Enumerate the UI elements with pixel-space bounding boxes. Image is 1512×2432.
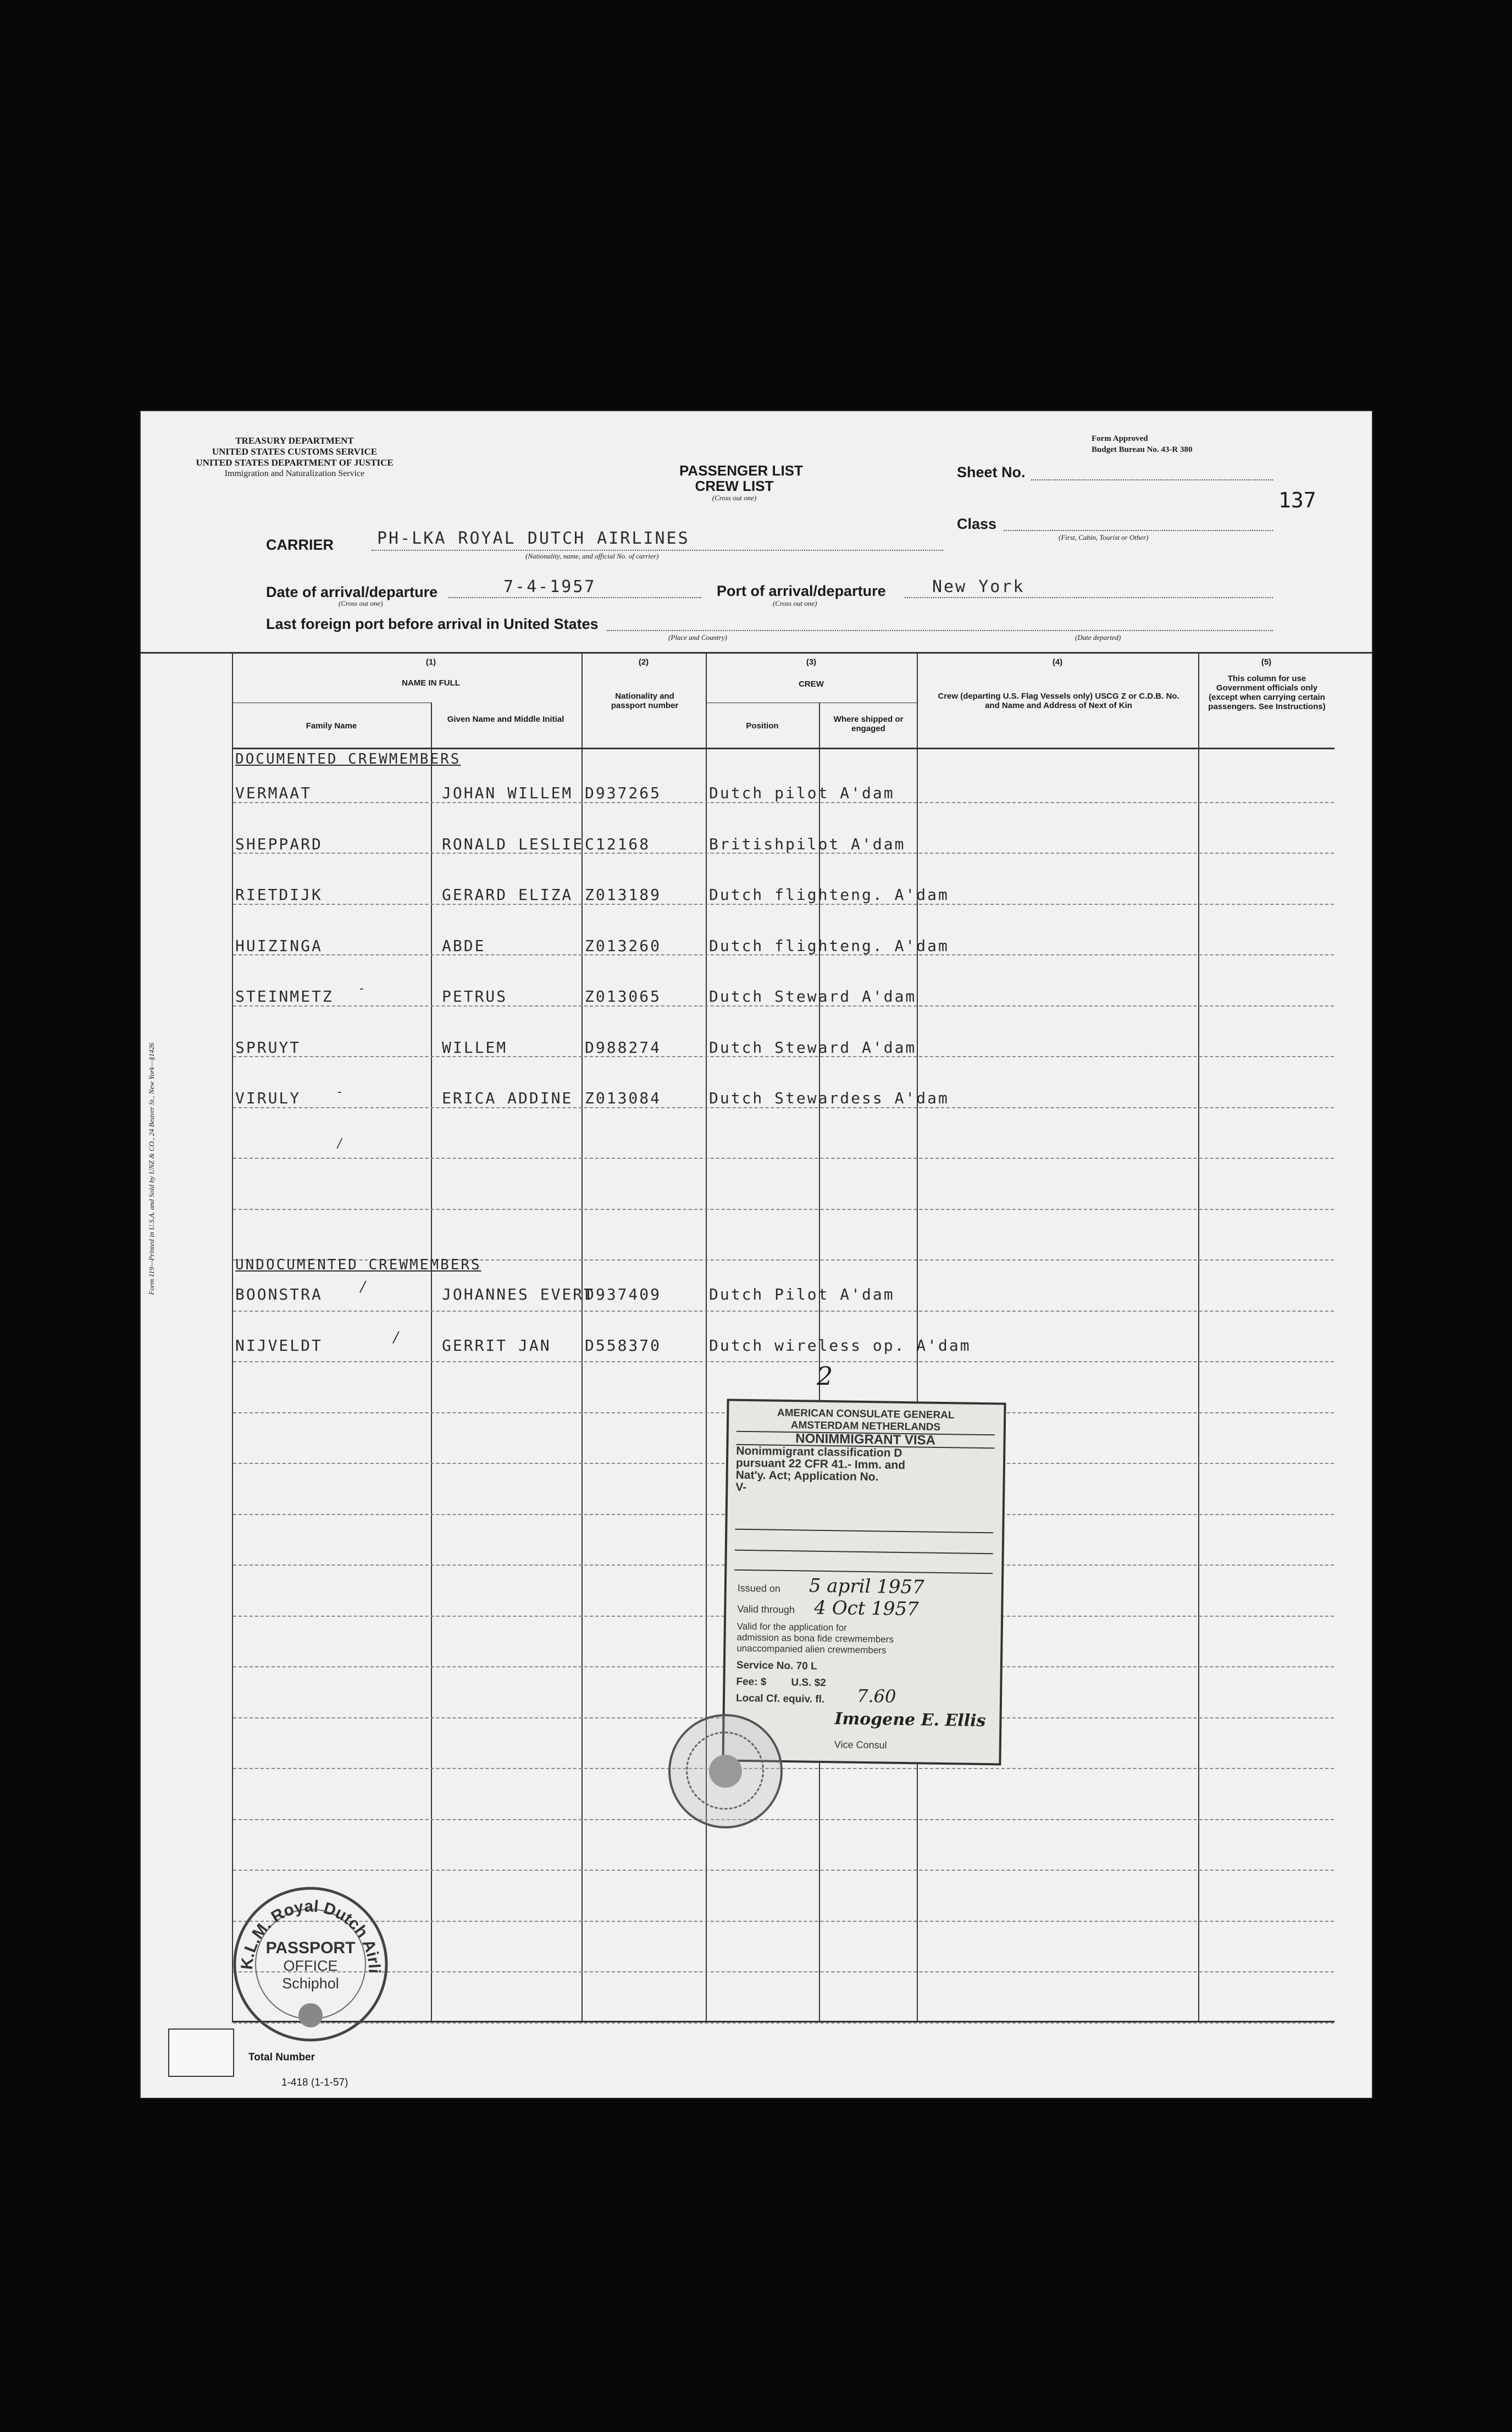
consulate-note: admission as bona fide crewmembers (736, 1632, 894, 1645)
col1-title: NAME IN FULL (402, 678, 460, 688)
col3-position: Position (746, 721, 779, 731)
row-rule (233, 1158, 1334, 1159)
row-rule (233, 1971, 1334, 1972)
col3-where: Where shipped or engaged (833, 715, 904, 733)
crew-passport: D937265 (585, 784, 662, 802)
crew-given-name: WILLEM (442, 1038, 508, 1057)
port-label: Port of arrival/departure (717, 583, 886, 599)
date-departed-hint: (Date departed) (1075, 633, 1121, 642)
form-approved-line: Form Approved (1092, 434, 1148, 443)
klm-passport-stamp (231, 1884, 390, 2044)
sheet-number: 137 (1278, 488, 1316, 512)
crew-passport: Z013065 (585, 987, 662, 1005)
crew-passport: Z013189 (585, 886, 662, 904)
consulate-seal (668, 1714, 783, 1828)
col1-family: Family Name (306, 721, 357, 731)
crew-given-name: ABDE (442, 936, 486, 955)
valid-value: 4 Oct 1957 (814, 1596, 919, 1621)
last-port-label: Last foreign port before arrival in United States (266, 616, 599, 632)
local-label: Local Cf. equiv. fl. (735, 1692, 825, 1706)
section-undocumented: UNDOCUMENTED CREWMEMBERS (235, 1257, 481, 1273)
fee-value: U.S. $2 (791, 1677, 826, 1689)
col3-title: CREW (799, 679, 824, 689)
form-approved-line: Budget Bureau No. 43-R 380 (1092, 445, 1193, 454)
crew-given-name: ERICA ADDINE (442, 1089, 573, 1107)
crew-list-form (141, 411, 1372, 2098)
crew-given-name: GERRIT JAN (442, 1336, 551, 1355)
crew-position: Dutch pilot A'dam (709, 784, 895, 802)
crew-passport: D988274 (585, 1038, 662, 1057)
col2-num: (2) (638, 657, 649, 667)
row-rule (233, 1361, 1334, 1362)
tick-mark: / (361, 1279, 365, 1295)
consulate-note: Valid for the application for (736, 1621, 848, 1633)
local-value: 7.60 (856, 1685, 896, 1707)
date-label: Date of arrival/departure (266, 584, 438, 600)
crew-family-name: VERMAAT (235, 784, 312, 802)
crew-given-name: JOHAN WILLEM (442, 784, 573, 802)
total-number-box (168, 2028, 234, 2077)
class-label: Class (957, 516, 997, 532)
crew-family-name: HUIZINGA (235, 936, 323, 955)
crew-family-name: VIRULY (235, 1089, 301, 1107)
row-rule (233, 1870, 1334, 1871)
row-rule (233, 1921, 1334, 1922)
consulate-line: Nonimmigrant classification D (736, 1444, 902, 1460)
crew-position: Dutch Stewardess A'dam (709, 1089, 949, 1107)
crew-position: Dutch Steward A'dam (709, 987, 917, 1005)
consulate-note: unaccompanied alien crewmembers (736, 1643, 887, 1656)
crew-passport: Z013260 (585, 936, 662, 955)
col5-num: (5) (1261, 657, 1272, 667)
title-hint: (Cross out one) (712, 494, 757, 502)
service-no: Service No. 70 L (736, 1659, 817, 1672)
tick-mark: / (337, 1137, 342, 1151)
title-crew: CREW LIST (695, 478, 774, 494)
class-hint: (First, Cabin, Tourist or Other) (1059, 533, 1149, 541)
consulate-line: AMERICAN CONSULATE GENERAL (777, 1407, 955, 1422)
crew-passport: D558370 (585, 1336, 662, 1355)
klm-stamp-line: OFFICE (283, 1958, 338, 1974)
crew-given-name: GERARD ELIZA (442, 886, 573, 904)
list-title (679, 462, 803, 502)
carrier-label: CARRIER (266, 537, 334, 553)
crew-passport: Z013084 (585, 1089, 662, 1107)
crew-passport: D937409 (585, 1285, 662, 1303)
col3-num: (3) (806, 657, 817, 667)
consulate-line: pursuant 22 CFR 41.- Imm. and (735, 1456, 906, 1472)
row-rule (233, 2022, 1334, 2024)
row-rule (233, 1819, 1334, 1820)
consul-title: Vice Consul (834, 1739, 887, 1751)
klm-stamp-line: Schiphol (282, 1975, 339, 1992)
consulate-line: Nat'y. Act; Application No. (735, 1468, 879, 1484)
consulate-visa-stamp (722, 1399, 1006, 1765)
crew-given-name: PETRUS (442, 987, 508, 1005)
row-rule (233, 1311, 1334, 1312)
tick-mark: - (337, 1085, 342, 1099)
klm-arc-text: K.L.M. Royal Dutch Airli (237, 1897, 384, 1974)
row-rule (233, 1209, 1334, 1210)
crew-position: Dutch wireless op. A'dam (709, 1336, 971, 1355)
crew-position: Dutch Pilot A'dam (709, 1285, 895, 1303)
port-value: New York (932, 577, 1025, 596)
agency-header (179, 435, 410, 479)
crew-position: Britishpilot A'dam (709, 834, 906, 853)
form-code: 1-418 (1-1-57) (281, 2077, 348, 2088)
carrier-hint: (Nationality, name, and official No. of carrier) (525, 552, 659, 560)
crew-given-name: JOHANNES EVERT (442, 1285, 595, 1303)
agency-line: Immigration and Naturalization Service (224, 469, 365, 478)
crew-family-name: SPRUYT (235, 1038, 301, 1057)
consul-signature: Imogene E. Ellis (834, 1709, 986, 1731)
col5-title: This column for use Government officials only (except when carrying certain passengers. See Instructions) (1208, 674, 1326, 711)
agency-line: UNITED STATES CUSTOMS SERVICE (212, 446, 378, 457)
date-value: 7-4-1957 (503, 577, 596, 596)
carrier-value: PH-LKA ROYAL DUTCH AIRLINES (377, 529, 690, 548)
crew-position: Dutch flighteng. A'dam (709, 936, 949, 955)
form-approved (1092, 433, 1193, 455)
margin-note: Form 119—Printed in U.S.A. and Sold by UNZ & CO., 24 Beaver St., New York—§1426 (147, 1042, 156, 1295)
title-passenger: PASSENGER LIST (679, 462, 803, 479)
crew-family-name: BOONSTRA (235, 1285, 323, 1303)
crew-passport: C12168 (585, 834, 651, 853)
port-hint: (Cross out one) (773, 599, 817, 607)
issued-value: 5 april 1957 (808, 1574, 924, 1599)
table-top-rule (141, 652, 1372, 654)
fee-label: Fee: $ (736, 1676, 767, 1688)
consulate-line: AMSTERDAM NETHERLANDS (790, 1419, 941, 1433)
col4-title: Crew (departing U.S. Flag Vessels only) USCG Z or C.D.B. No. and Name and Address of Next of Kin (938, 692, 1179, 710)
klm-stamp-line: PASSPORT (265, 1939, 356, 1957)
handwritten-count: 2 (817, 1361, 833, 1391)
col4-num: (4) (1052, 657, 1063, 667)
crew-family-name: NIJVELDT (235, 1336, 323, 1355)
date-hint: (Cross out one) (339, 599, 383, 607)
col2-title: Nationality and passport number (611, 692, 679, 710)
agency-line: TREASURY DEPARTMENT (235, 435, 354, 446)
agency-line: UNITED STATES DEPARTMENT OF JUSTICE (196, 457, 394, 468)
crew-family-name: STEINMETZ (235, 987, 334, 1005)
consulate-line: NONIMMIGRANT VISA (736, 1431, 994, 1449)
crew-position: Dutch flighteng. A'dam (709, 886, 949, 904)
sheet-label: Sheet No. (957, 464, 1026, 480)
col1-num: (1) (425, 657, 436, 667)
total-number-label: Total Number (248, 2052, 315, 2063)
section-documented: DOCUMENTED CREWMEMBERS (235, 751, 461, 767)
crew-family-name: SHEPPARD (235, 834, 323, 853)
col1-given: Given Name and Middle Initial (447, 715, 564, 724)
crew-family-name: RIETDIJK (235, 886, 323, 904)
valid-label: Valid through (737, 1603, 795, 1616)
row-rule (233, 1768, 1334, 1769)
consulate-line: V- (735, 1480, 747, 1494)
crew-position: Dutch Steward A'dam (709, 1038, 917, 1057)
tick-mark: - (359, 982, 364, 996)
crew-given-name: RONALD LESLIE (442, 834, 584, 853)
issued-label: Issued on (737, 1582, 781, 1594)
last-port-hint: (Place and Country) (668, 633, 727, 642)
tick-mark: / (394, 1329, 398, 1346)
